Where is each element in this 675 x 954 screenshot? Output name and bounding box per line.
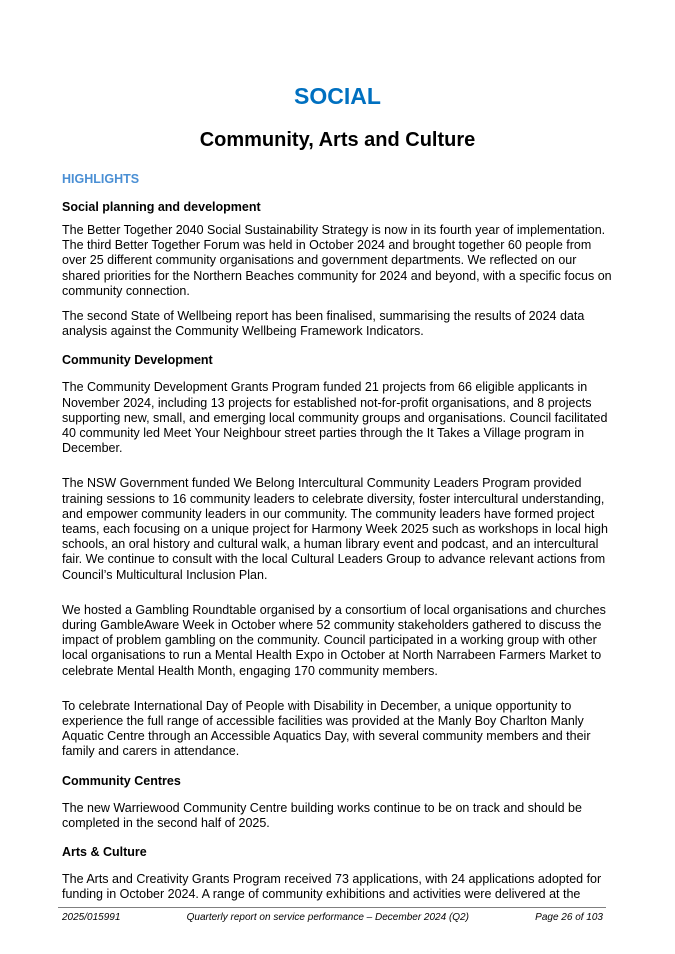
document-body — [62, 171, 612, 913]
paragraph: We hosted a Gambling Roundtable organised by a consortium of local organisations and churches during GambleAware Week in October where 52 community stakeholders gathered to discuss the impact of problem gambling on the community. Council participated in a working group with other local organisations to run a Mental Health Expo in October at North Narrabeen Farmers Market to celebrate Mental Health Month, engaging 170 community members. — [62, 602, 606, 678]
paragraph: The Better Together 2040 Social Sustainability Strategy is now in its fourth year of implementation. The third Better Together Forum was held in October 2024 and brought together 60 people from over 25 different community organisations and government departments. We reflected on our shared priorities for the Northern Beaches community for 2024 and beyond, with a specific focus on community connection. — [62, 223, 612, 298]
page-title: SOCIAL — [294, 83, 381, 109]
paragraph: The new Warriewood Community Centre building works continue to be on track and should be completed in the second half of 2025. — [62, 800, 582, 830]
paragraph: The second State of Wellbeing report has been finalised, summarising the results of 2024 data analysis against the Community Wellbeing Framework Indicators. — [62, 309, 585, 339]
footer-report-title: Quarterly report on service performance – December 2024 (Q2) — [186, 912, 469, 923]
footer-divider — [58, 907, 606, 908]
paragraph: The NSW Government funded We Belong Intercultural Community Leaders Program provided training sessions to 16 community leaders to celebrate diversity, foster intercultural understanding, and empower community leaders in our community. The community leaders have formed project teams, each focusing on a unique project for Harmony Week 2025 such as workshops in local high schools, an oral history and cultural walk, a human library event and podcast, and an intercultural fair. We continue to consult with the local Cultural Leaders Group to advance relevant actions from Council’s Multicultural Inclusion Plan. — [62, 476, 608, 582]
section-heading-social-planning: Social planning and development — [62, 200, 261, 214]
footer-doc-number: 2025/015991 — [62, 912, 121, 923]
paragraph: The Community Development Grants Program funded 21 projects from 66 eligible applicants in November 2024, including 13 projects for established not-for-profit organisations, and 8 projects supporting new, small, and emerging local community groups and organisations. Council facilitated 40 community led Meet Your Neighbour street parties through the It Takes a Village program in December. — [62, 380, 608, 456]
highlights-label: HIGHLIGHTS — [62, 172, 140, 186]
section-heading-community-development: Community Development — [62, 353, 213, 368]
paragraph: To celebrate International Day of People with Disability in December, a unique opportunity to experience the full range of accessible facilities was provided at the Manly Boy Charlton Manly Aquatic Centre through an Accessible Aquatics Day, with several community members and their family and carers in attendance. — [62, 698, 591, 759]
section-heading-community-centres: Community Centres — [62, 773, 181, 788]
page-footer — [62, 911, 603, 924]
paragraph: The Arts and Creativity Grants Program received 73 applications, with 24 applications adopted for funding in October 2024. A range of community exhibitions and activities were delivered at the — [62, 872, 602, 902]
footer-page-number: Page 26 of 103 — [535, 912, 603, 923]
page-subtitle: Community, Arts and Culture — [199, 129, 476, 151]
section-heading-arts-culture: Arts & Culture — [62, 845, 147, 860]
